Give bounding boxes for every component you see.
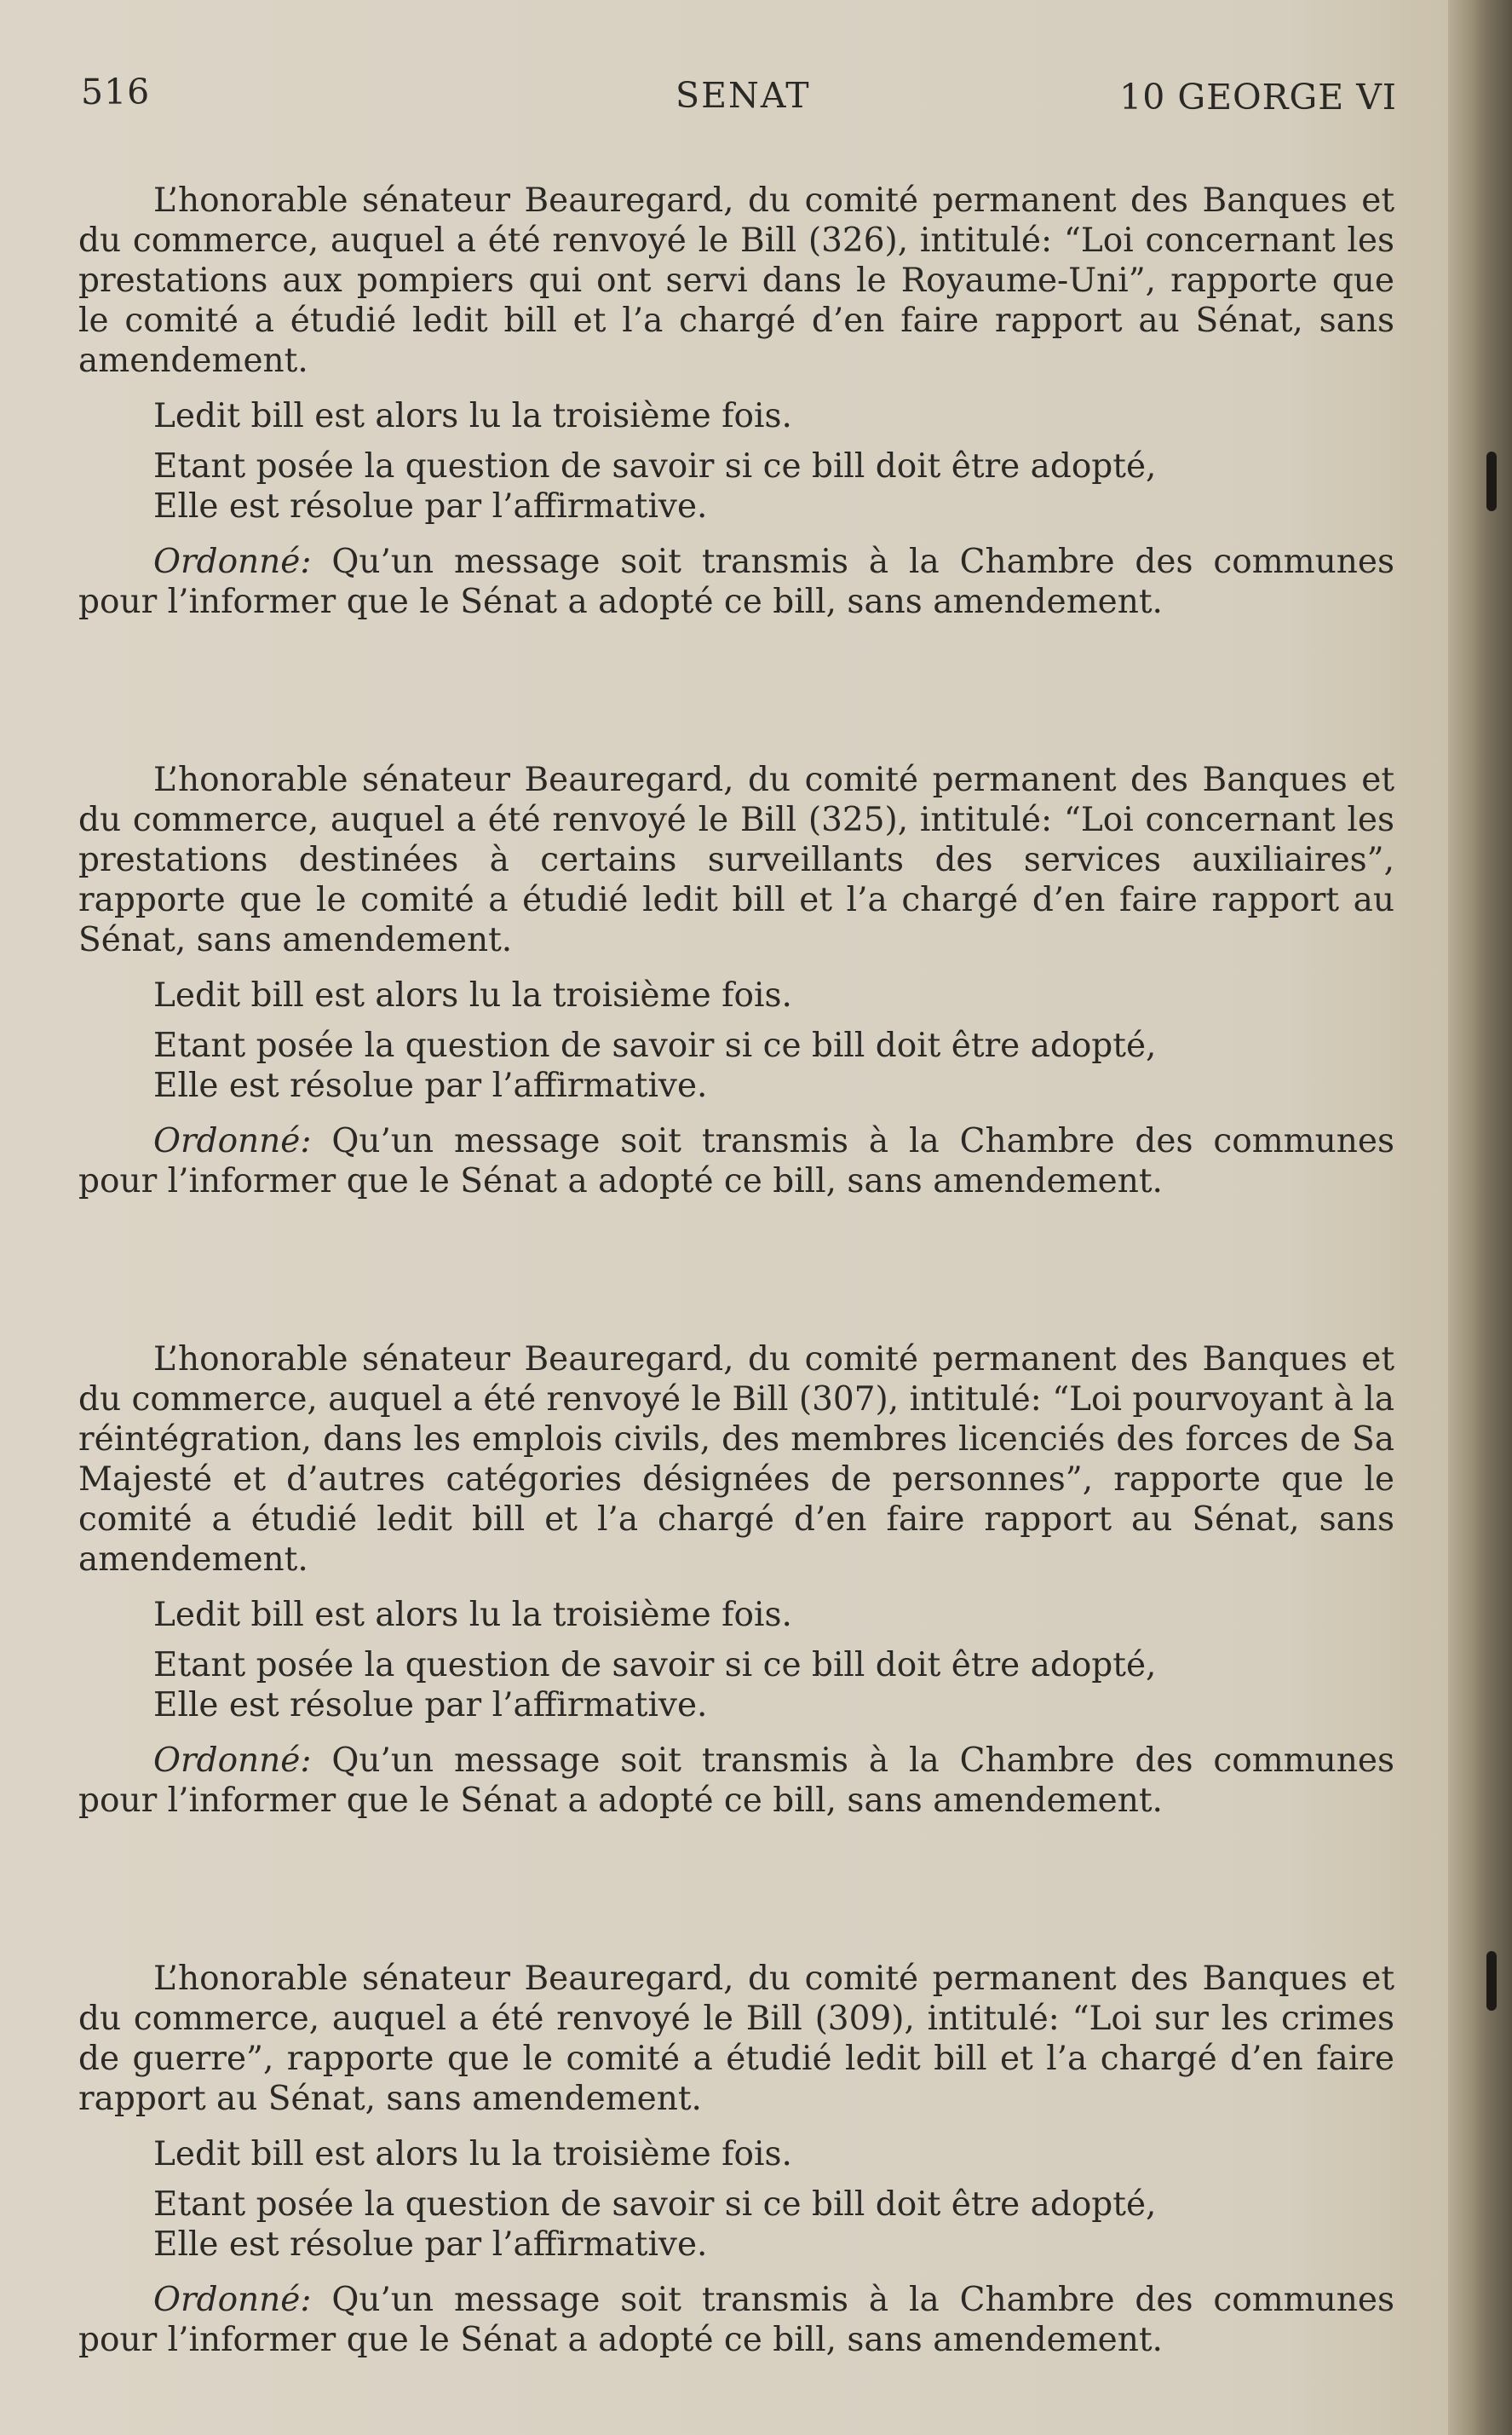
page-body (78, 181, 1394, 2360)
bill-entry (78, 760, 1394, 1201)
order-label: Ordonné: (153, 543, 312, 581)
third-reading: Ledit bill est alors lu la troisième fois. (153, 1596, 792, 1634)
bill-entry (78, 1959, 1394, 2360)
order-paragraph (78, 2280, 1394, 2360)
bill-entry (78, 181, 1394, 622)
bill-entry (78, 1339, 1394, 1821)
order-text: Qu’un message soit transmis à la Chambre des communes pour l’informer que le Sénat a adopté ce bill, sans amendement. (78, 1122, 1394, 1200)
order-text: Qu’un message soit transmis à la Chambre des communes pour l’informer que le Sénat a adopté ce bill, sans amendement. (78, 2281, 1394, 2359)
page-header (81, 72, 1397, 123)
third-reading: Ledit bill est alors lu la troisième fois. (153, 397, 792, 435)
page-number: 516 (81, 72, 151, 112)
resolution-text: Elle est résolue par l’affirmative. (153, 2225, 708, 2264)
order-text: Qu’un message soit transmis à la Chambre des communes pour l’informer que le Sénat a adopté ce bill, sans amendement. (78, 1741, 1394, 1820)
order-paragraph (78, 1741, 1394, 1821)
question-text: Etant posée la question de savoir si ce bill doit être adopté, (153, 1646, 1157, 1684)
order-paragraph (78, 1121, 1394, 1201)
committee-report: L’honorable sénateur Beauregard, du comité permanent des Banques et du commerce, auquel a été renvoyé le Bill (325), intitulé: “Loi concernant les prestations destinées à certains surveillants des services auxiliaires”, rapporte que le comité a étudié ledit bill et l’a chargé d’en faire rapport au Sénat, sans amendement. (78, 761, 1394, 959)
binding-mark (1486, 452, 1497, 511)
resolution-text: Elle est résolue par l’affirmative. (153, 1067, 708, 1105)
question-text: Etant posée la question de savoir si ce bill doit être adopté, (153, 1027, 1157, 1065)
third-reading: Ledit bill est alors lu la troisième fois. (153, 976, 792, 1015)
binding-mark (1486, 1951, 1497, 2011)
regnal-year: 10 GEORGE VI (1119, 77, 1397, 118)
order-label: Ordonné: (153, 1122, 312, 1160)
committee-report: L’honorable sénateur Beauregard, du comité permanent des Banques et du commerce, auquel a été renvoyé le Bill (309), intitulé: “Loi sur les crimes de guerre”, rapporte que le comité a étudié ledit bill et l’a chargé d’en faire rapport au Sénat, sans amendement. (78, 1960, 1394, 2118)
running-title: SENAT (676, 75, 811, 116)
third-reading: Ledit bill est alors lu la troisième fois. (153, 2135, 792, 2173)
question-text: Etant posée la question de savoir si ce bill doit être adopté, (153, 447, 1157, 486)
resolution-text: Elle est résolue par l’affirmative. (153, 487, 708, 526)
book-binding-edge (1448, 0, 1512, 2435)
resolution-text: Elle est résolue par l’affirmative. (153, 1686, 708, 1724)
question-text: Etant posée la question de savoir si ce bill doit être adopté, (153, 2185, 1157, 2224)
order-label: Ordonné: (153, 2281, 312, 2319)
question-block (153, 1645, 1394, 1725)
order-text: Qu’un message soit transmis à la Chambre des communes pour l’informer que le Sénat a adopté ce bill, sans amendement. (78, 543, 1394, 621)
order-label: Ordonné: (153, 1741, 312, 1780)
question-block (153, 446, 1394, 527)
question-block (153, 1026, 1394, 1106)
order-paragraph (78, 542, 1394, 622)
question-block (153, 2185, 1394, 2265)
committee-report: L’honorable sénateur Beauregard, du comité permanent des Banques et du commerce, auquel a été renvoyé le Bill (307), intitulé: “Loi pourvoyant à la réintégration, dans les emplois civils, des membres licenciés des forces de Sa Majesté et d’autres catégories désignées de personnes”, rapporte que le comité a étudié ledit bill et l’a chargé d’en faire rapport au Sénat, sans amendement. (78, 1340, 1394, 1579)
committee-report: L’honorable sénateur Beauregard, du comité permanent des Banques et du commerce, auquel a été renvoyé le Bill (326), intitulé: “Loi concernant les prestations aux pompiers qui ont servi dans le Royaume-Uni”, rapporte que le comité a étudié ledit bill et l’a chargé d’en faire rapport au Sénat, sans amendement. (78, 181, 1394, 380)
